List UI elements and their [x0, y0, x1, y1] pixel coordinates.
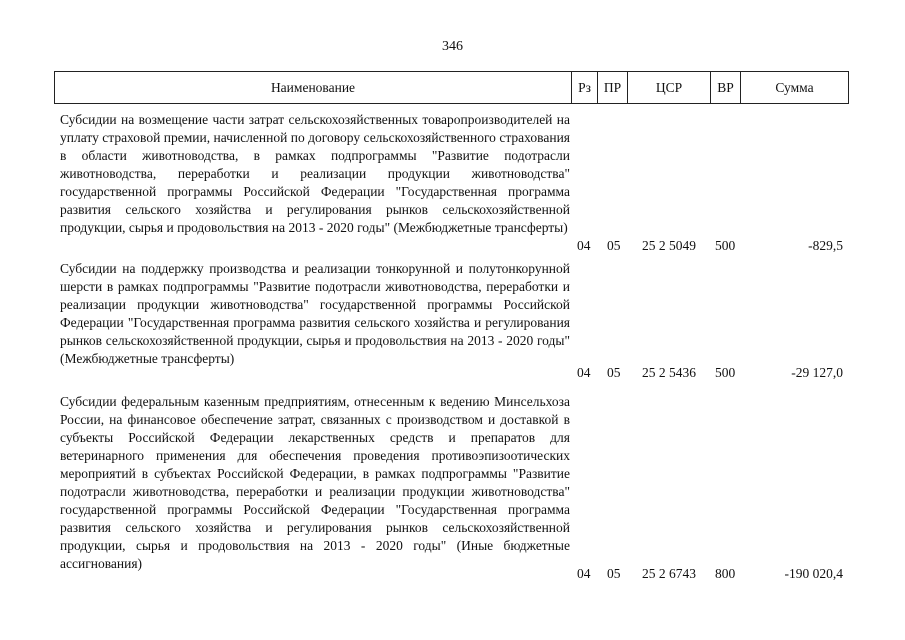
row-pr: 05	[607, 238, 621, 253]
header-csr: ЦСР	[628, 72, 711, 103]
table-row	[54, 393, 849, 591]
row-vr: 800	[715, 566, 736, 581]
header-vr: ВР	[711, 72, 741, 103]
page-number: 346	[442, 39, 463, 54]
row-rz: 04	[577, 238, 591, 253]
row-vr: 500	[715, 365, 736, 380]
table-header	[54, 71, 849, 104]
table-row	[54, 260, 849, 386]
row-csr: 25 2 5436	[642, 365, 696, 380]
row-pr: 05	[607, 566, 621, 581]
row-csr: 25 2 5049	[642, 238, 696, 253]
table-row	[54, 111, 849, 255]
row-pr: 05	[607, 365, 621, 380]
row-description: Субсидии на возмещение части затрат сельскохозяйственных товаропроизводителей на уплату страховой премии, начисленной по договору сельскохозяйственного страхования в области животноводства, в рамках подпрограммы "Развитие подотрасли животноводства, переработки и реализации продукции животноводства" государственной программы Российской Федерации "Государственная программа развития сельского хозяйства и регулирования рынков сельскохозяйственной продукции, сырья и продовольствия на 2013 - 2020 годы" (Межбюджетные трансферты)	[60, 112, 570, 235]
header-sum: Сумма	[775, 79, 814, 95]
header-name: Наименование	[55, 72, 572, 103]
row-rz: 04	[577, 365, 591, 380]
header-pr: ПР	[598, 72, 628, 103]
row-vr: 500	[715, 238, 736, 253]
row-sum: -29 127,0	[791, 365, 843, 380]
row-description: Субсидии федеральным казенным предприятиям, отнесенным к ведению Минсельхоза России, на финансовое обеспечение затрат, связанных с производством и доставкой в субъекты Российской Федерации лекарственных средств и препаратов для ветеринарного применения для обеспечения проведения противоэпизоотических мероприятий в субъектах Российской Федерации, в рамках подпрограммы "Развитие подотрасли животноводства, переработки и реализации продукции животноводства" государственной программы Российской Федерации "Государственная программа развития сельского хозяйства и регулирования рынков сельскохозяйственной продукции, сырья и продовольствия на 2013 - 2020 годы" (Иные бюджетные ассигнования)	[60, 394, 570, 571]
row-sum: -829,5	[808, 238, 843, 253]
row-csr: 25 2 6743	[642, 566, 696, 581]
header-rz: Рз	[572, 72, 598, 103]
row-sum: -190 020,4	[784, 566, 843, 581]
row-description: Субсидии на поддержку производства и реализации тонкорунной и полутонкорунной шерсти в рамках подпрограммы "Развитие подотрасли животноводства, переработки и реализации продукции животноводства" государственной программы Российской Федерации "Государственная программа развития сельского хозяйства и регулирования рынков сельскохозяйственной продукции, сырья и продовольствия на 2013 - 2020 годы" (Межбюджетные трансферты)	[60, 261, 570, 366]
row-rz: 04	[577, 566, 591, 581]
